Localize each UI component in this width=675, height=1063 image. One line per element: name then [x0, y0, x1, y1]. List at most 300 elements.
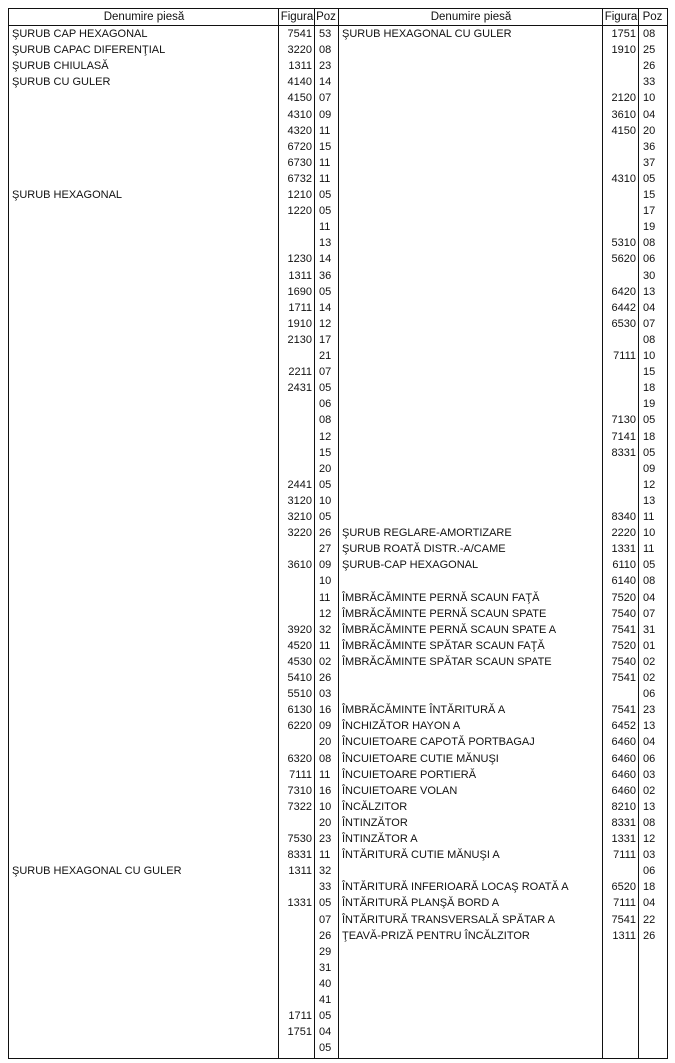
part-name: [12, 300, 278, 316]
poz-value: 08: [643, 816, 656, 829]
figura-value: 6460: [611, 768, 636, 781]
poz-value: 14: [319, 301, 332, 314]
poz-value: 10: [319, 800, 332, 813]
poz-value: 05: [643, 172, 656, 185]
table-row: [9, 235, 338, 251]
table-row: [9, 976, 338, 992]
table-row: [339, 654, 667, 670]
table-row: [339, 139, 667, 155]
poz-value: 20: [319, 462, 332, 475]
part-name: [12, 171, 278, 187]
part-name: [342, 332, 602, 348]
figura-value: 6442: [611, 301, 636, 314]
table-row: [9, 928, 338, 944]
poz-value: 11: [319, 221, 331, 234]
figura-value: 1210: [287, 189, 312, 201]
poz-value: 07: [319, 913, 332, 926]
poz-value: 04: [643, 591, 656, 604]
table-row: [339, 541, 667, 557]
figura-value: 4530: [287, 655, 312, 668]
part-name: [342, 219, 602, 235]
poz-value: 02: [643, 655, 656, 668]
table-row: [9, 396, 338, 412]
part-name: [342, 670, 602, 686]
table-row: [339, 396, 667, 412]
part-name: ŞURUB CHIULASĂ: [12, 60, 109, 73]
table-row: [9, 348, 338, 364]
table-row: [9, 960, 338, 976]
poz-value: 08: [319, 44, 332, 57]
figura-value: 7541: [611, 623, 636, 636]
figura-value: 7541: [611, 672, 636, 684]
table-row: [9, 300, 338, 316]
poz-value: 26: [643, 929, 656, 942]
poz-value: 23: [643, 704, 656, 717]
poz-value: 05: [319, 285, 332, 298]
table-row: [339, 686, 667, 702]
poz-value: 05: [319, 1042, 332, 1055]
part-name: [12, 251, 278, 267]
figura-value: [604, 187, 636, 203]
part-name: [12, 847, 278, 863]
part-name: [12, 364, 278, 380]
table-row: [9, 767, 338, 783]
part-name: ÎNCUIETOARE CUTIE MĂNUŞI: [342, 752, 499, 765]
table-row: [339, 268, 667, 284]
table-row: [339, 332, 667, 348]
table-row: [339, 477, 667, 493]
figura-value: [280, 606, 312, 622]
figura-value: 7520: [611, 591, 636, 604]
table-row: [9, 26, 338, 42]
figura-value: 1331: [287, 897, 312, 910]
table-row: [339, 912, 667, 928]
poz-value: 17: [319, 333, 332, 346]
figura-value: [604, 219, 636, 235]
poz-value: 17: [643, 205, 656, 218]
part-name: [12, 107, 278, 123]
poz-value: 33: [643, 76, 656, 89]
poz-value: 11: [319, 124, 331, 137]
part-name: [12, 461, 278, 477]
poz-value: 06: [643, 688, 656, 701]
poz-value: 04: [319, 1026, 332, 1039]
poz-value: 26: [643, 60, 656, 73]
part-name: ÎNTINZĂTOR: [342, 816, 408, 829]
figura-value: [280, 1040, 312, 1056]
poz-value: 12: [643, 833, 656, 845]
table-row: [9, 203, 338, 219]
table-row: [339, 751, 667, 767]
figura-value: 7540: [611, 607, 636, 620]
table-row: [9, 863, 338, 879]
poz-value: 20: [643, 124, 656, 137]
part-name: ŞURUB CAP HEXAGONAL: [12, 28, 148, 40]
figura-value: [280, 590, 312, 606]
poz-value: 13: [643, 720, 656, 733]
poz-value: 31: [643, 623, 656, 636]
table-row: [339, 622, 667, 638]
table-row: [339, 300, 667, 316]
figura-value: 3120: [287, 494, 312, 507]
figura-value: 5410: [287, 672, 312, 684]
table-row: [9, 831, 338, 847]
part-name: ŞURUB REGLARE-AMORTIZARE: [342, 527, 512, 540]
poz-value: 06: [643, 752, 656, 765]
poz-value: 05: [319, 189, 332, 201]
figura-value: 4150: [611, 124, 636, 137]
poz-value: 10: [319, 575, 332, 588]
part-name: [342, 429, 602, 445]
poz-value: 05: [319, 1010, 332, 1023]
left-header-row: [9, 9, 338, 26]
table-row: [339, 461, 667, 477]
figura-value: 1331: [611, 833, 636, 845]
figura-value: 1311: [288, 865, 312, 878]
poz-value: 08: [643, 237, 656, 250]
table-row: [9, 509, 338, 525]
part-name: ÎMBRĂCĂMINTE SPĂTAR SCAUN SPATE: [342, 655, 552, 668]
table-row: [339, 895, 667, 911]
table-row: [9, 477, 338, 493]
table-row: [339, 364, 667, 380]
part-name: [342, 58, 602, 74]
table-row: [9, 251, 338, 267]
poz-value: 07: [643, 317, 656, 330]
part-name: [12, 734, 278, 750]
table-row: [339, 590, 667, 606]
figura-value: 7141: [611, 430, 636, 443]
part-name: [12, 638, 278, 654]
part-name: [342, 412, 602, 428]
part-name: ŞURUB ROATĂ DISTR.-A/CAME: [342, 543, 506, 556]
figura-value: 7541: [287, 28, 312, 40]
table-row: [339, 493, 667, 509]
table-row: [9, 992, 338, 1008]
table-row: [9, 90, 338, 106]
table-row: [9, 541, 338, 557]
figura-value: [280, 348, 312, 364]
part-name: [12, 702, 278, 718]
part-name: [12, 284, 278, 300]
part-name: [342, 396, 602, 412]
poz-value: 30: [643, 269, 656, 282]
figura-value: 1311: [612, 929, 636, 942]
part-name: ÎNCĂLZITOR: [342, 800, 408, 813]
table-row: [339, 348, 667, 364]
poz-value: 06: [319, 398, 332, 411]
table-row: [9, 139, 338, 155]
table-row: [9, 187, 338, 203]
figura-value: 7530: [287, 833, 312, 845]
table-row: [9, 557, 338, 573]
poz-value: 05: [643, 414, 656, 427]
figura-value: [280, 541, 312, 557]
figura-value: 6220: [287, 720, 312, 733]
poz-value: 02: [643, 784, 656, 797]
poz-value: 12: [319, 607, 332, 620]
figura-value: 3610: [287, 559, 312, 572]
table-row: [9, 686, 338, 702]
table-row: [339, 155, 667, 171]
figura-value: 5510: [287, 688, 312, 701]
figura-value: [280, 219, 312, 235]
poz-value: 15: [319, 446, 332, 459]
poz-value: 02: [319, 655, 332, 668]
poz-value: 09: [319, 559, 332, 572]
figura-value: 6530: [611, 317, 636, 330]
table-row: [9, 123, 338, 139]
figura-value: 5620: [611, 253, 636, 266]
figura-value: [280, 879, 312, 895]
table-row: [9, 268, 338, 284]
part-name: [342, 461, 602, 477]
part-name: [12, 396, 278, 412]
table-row: [339, 767, 667, 783]
figura-value: 7541: [611, 704, 636, 717]
figura-value: 1910: [611, 44, 636, 57]
figura-value: 1311: [288, 269, 312, 282]
figura-value: [604, 477, 636, 493]
figura-value: 2120: [611, 92, 636, 105]
figura-value: 7520: [611, 639, 636, 652]
part-name: ÎNCUIETOARE PORTIERĂ: [342, 768, 477, 781]
table-row: [339, 525, 667, 541]
figura-value: 7111: [289, 768, 312, 781]
figura-value: [604, 155, 636, 171]
figura-value: [280, 445, 312, 461]
poz-value: 16: [319, 704, 332, 717]
part-name: [12, 590, 278, 606]
figura-value: [280, 734, 312, 750]
table-row: [339, 74, 667, 90]
part-name: [12, 1024, 278, 1040]
figura-value: 1230: [287, 253, 312, 266]
table-row: [9, 734, 338, 750]
table-row: [339, 799, 667, 815]
figura-value: 7130: [611, 414, 636, 427]
table-row: [339, 734, 667, 750]
poz-value: 06: [643, 253, 656, 266]
part-name: [342, 573, 602, 589]
poz-value: 40: [319, 977, 332, 990]
table-row: [9, 155, 338, 171]
table-row: [9, 912, 338, 928]
figura-value: [604, 58, 636, 74]
poz-value: 13: [319, 237, 332, 250]
table-row: [9, 493, 338, 509]
figura-value: 3210: [287, 511, 312, 523]
figura-value: [280, 573, 312, 589]
table-row: [339, 573, 667, 589]
poz-value: 10: [643, 527, 656, 540]
poz-value: 05: [643, 559, 656, 572]
part-name: [12, 879, 278, 895]
figura-value: 6140: [611, 575, 636, 588]
table-row: [9, 58, 338, 74]
part-name: ŢEAVĂ-PRIZĂ PENTRU ÎNCĂLZITOR: [342, 929, 530, 942]
figura-value: [604, 686, 636, 702]
table-row: [339, 831, 667, 847]
poz-value: 23: [319, 833, 332, 845]
table-row: [339, 702, 667, 718]
poz-value: 13: [643, 800, 656, 813]
part-name: [12, 525, 278, 541]
header-poz: Poz: [316, 11, 336, 23]
table-row: [9, 590, 338, 606]
table-row: [9, 815, 338, 831]
poz-value: 10: [643, 350, 656, 362]
figura-value: 6460: [611, 784, 636, 797]
poz-value: 05: [319, 478, 332, 491]
table-row: [9, 944, 338, 960]
poz-value: 11: [319, 591, 331, 604]
table-row: [339, 58, 667, 74]
poz-value: 14: [319, 253, 332, 266]
table-row: [339, 90, 667, 106]
poz-value: 13: [643, 285, 656, 298]
part-name: [12, 606, 278, 622]
part-name: [12, 493, 278, 509]
poz-value: 13: [643, 494, 656, 507]
poz-value: 08: [319, 752, 332, 765]
figura-value: [604, 203, 636, 219]
poz-value: 03: [319, 688, 332, 701]
part-name: ÎNTĂRITURĂ CUTIE MĂNUŞI A: [342, 849, 500, 862]
figura-value: 7322: [287, 800, 312, 813]
figura-value: 7540: [611, 655, 636, 668]
poz-value: 09: [643, 462, 656, 475]
poz-value: 11: [643, 543, 655, 556]
poz-value: 07: [643, 607, 656, 620]
poz-value: 32: [319, 865, 332, 878]
part-name: [342, 203, 602, 219]
table-row: [339, 445, 667, 461]
part-name: [12, 557, 278, 573]
part-name: [342, 139, 602, 155]
figura-value: 4320: [287, 124, 312, 137]
table-row: [9, 219, 338, 235]
poz-value: 11: [319, 768, 331, 781]
part-name: [12, 622, 278, 638]
table-row: [339, 429, 667, 445]
part-name: [342, 123, 602, 139]
figura-value: 8331: [287, 849, 312, 862]
figura-value: 8331: [611, 816, 636, 829]
part-name: [12, 815, 278, 831]
table-row: [9, 445, 338, 461]
table-row: [339, 815, 667, 831]
table-row: [9, 42, 338, 58]
table-row: [339, 235, 667, 251]
poz-value: 31: [319, 961, 332, 974]
part-name: [12, 1040, 278, 1056]
figura-value: 6460: [611, 736, 636, 749]
part-name: [12, 670, 278, 686]
poz-value: 23: [319, 60, 332, 73]
poz-value: 18: [643, 881, 656, 894]
figura-value: 6730: [287, 156, 312, 169]
part-name: [342, 493, 602, 509]
figura-value: [280, 944, 312, 960]
part-name: [12, 541, 278, 557]
part-name: ŞURUB CU GULER: [12, 76, 111, 89]
table-row: [9, 380, 338, 396]
part-name: ÎMBRĂCĂMINTE PERNĂ SCAUN SPATE A: [342, 623, 557, 636]
table-row: [9, 847, 338, 863]
poz-value: 07: [319, 92, 332, 105]
part-name: [12, 235, 278, 251]
figura-value: [280, 429, 312, 445]
part-name: [12, 992, 278, 1008]
part-name: [12, 509, 278, 525]
table-row: [9, 316, 338, 332]
part-name: [12, 348, 278, 364]
table-row: [339, 171, 667, 187]
header-name: Denumire piesă: [430, 11, 512, 23]
part-name: [342, 380, 602, 396]
poz-value: 14: [319, 76, 332, 89]
part-name: [342, 509, 602, 525]
figura-value: [280, 815, 312, 831]
figura-value: 1711: [288, 301, 312, 314]
figura-value: 6720: [287, 140, 312, 153]
part-name: ÎMBRĂCĂMINTE PERNĂ SCAUN FAŢĂ: [342, 591, 540, 604]
part-name: [342, 300, 602, 316]
poz-value: 20: [319, 816, 332, 829]
figura-value: [604, 396, 636, 412]
figura-value: 6520: [611, 881, 636, 894]
figura-value: 3220: [287, 527, 312, 540]
poz-value: 08: [643, 333, 656, 346]
part-name: ÎMBRĂCĂMINTE ÎNTĂRITURĂ A: [342, 704, 506, 717]
part-name: [12, 751, 278, 767]
figura-value: 7111: [613, 849, 636, 862]
table-row: [339, 203, 667, 219]
part-name: [12, 895, 278, 911]
figura-value: 6460: [611, 752, 636, 765]
figura-value: [604, 74, 636, 90]
figura-value: 8340: [611, 511, 636, 523]
part-name: [12, 767, 278, 783]
figura-value: 6452: [611, 720, 636, 733]
table-row: [9, 718, 338, 734]
part-name: [342, 251, 602, 267]
part-name: [342, 187, 602, 203]
figura-value: 3220: [287, 44, 312, 57]
table-row: [9, 606, 338, 622]
figura-value: [604, 380, 636, 396]
part-name: [12, 316, 278, 332]
part-name: [12, 412, 278, 428]
part-name: [12, 831, 278, 847]
table-row: [339, 783, 667, 799]
table-row: [339, 606, 667, 622]
table-row: [9, 895, 338, 911]
figura-value: 2441: [287, 478, 312, 491]
part-name: [12, 90, 278, 106]
part-name: [12, 944, 278, 960]
figura-value: 3920: [287, 623, 312, 636]
part-name: [342, 284, 602, 300]
poz-value: 36: [319, 269, 332, 282]
poz-value: 15: [319, 140, 332, 153]
figura-value: 8210: [611, 800, 636, 813]
part-name: [12, 268, 278, 284]
table-row: [339, 863, 667, 879]
figura-value: 1690: [287, 285, 312, 298]
figura-value: [280, 976, 312, 992]
